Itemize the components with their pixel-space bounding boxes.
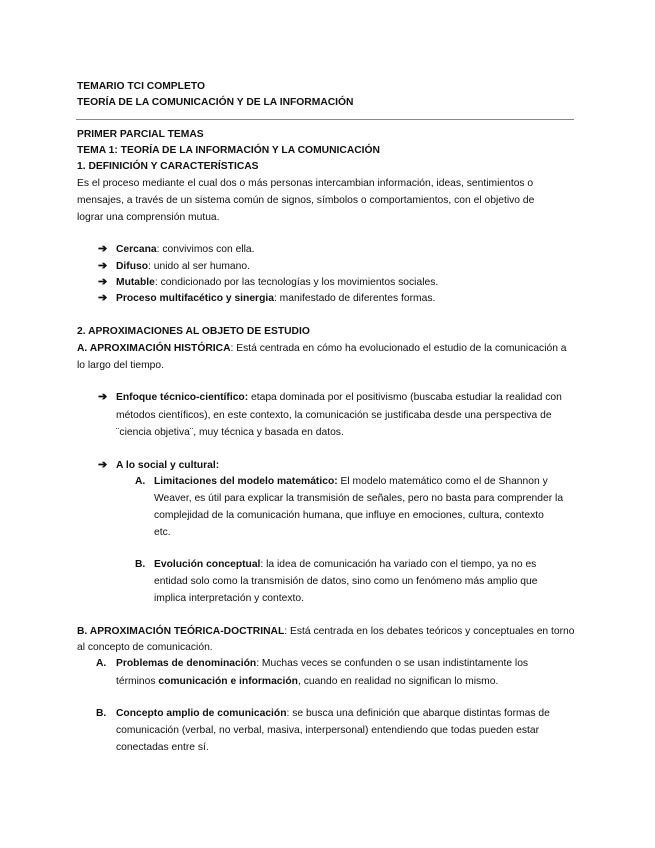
enfoque-text: etapa dominada por el positivismo (buscaba estudiar la realidad con <box>248 392 562 403</box>
sub-b-line-3: implica interpretación y contexto. <box>154 593 304 604</box>
arrow-bullet-icon: ➔ <box>98 276 108 288</box>
sub-b-line-2: entidad solo como la transmisión de datos, sino como un fenómeno más amplio que <box>154 576 538 587</box>
list-item-text: : unido al ser humano. <box>148 261 250 272</box>
sub-a-text: El modelo matemático como el de Shannon y <box>337 476 548 487</box>
list-item-text: : manifestado de diferentes formas. <box>273 293 436 304</box>
definition-heading: 1. DEFINICIÓN Y CARACTERÍSTICAS <box>77 161 259 172</box>
list-item <box>116 260 250 273</box>
doc-a-line2-bold: comunicación e información <box>158 676 298 687</box>
sub-b-term: Evolución conceptual <box>154 559 261 570</box>
list-item-term: Difuso <box>116 261 149 272</box>
list-item-term: Mutable <box>116 277 155 288</box>
sub-b-text: : la idea de comunicación ha variado con el tiempo, ya no es <box>260 559 537 570</box>
tema-heading: TEMA 1: TEORÍA DE LA INFORMACIÓN Y LA COMUNICACIÓN <box>77 145 380 156</box>
list-item <box>116 276 438 289</box>
sub-a-line-3: complejidad de la comunicación humana, que influye en emociones, cultura, contexto <box>154 510 544 521</box>
doc-title: TEMARIO TCI COMPLETO <box>77 81 205 92</box>
sub-a-term: Limitaciones del modelo matemático: <box>154 476 338 487</box>
enfoque-line-3: ¨ciencia objetiva¨, muy técnica y basada en datos. <box>116 427 344 438</box>
doc-a-line2-post: , cuando en realidad no significan lo mismo. <box>297 676 499 687</box>
doc-a-term: Problemas de denominación <box>116 658 257 669</box>
arrow-bullet-icon: ➔ <box>98 243 108 255</box>
approx-b-text: : Está centrada en los debates teóricos y conceptuales en torno <box>284 626 575 637</box>
doc-subtitle: TEORÍA DE LA COMUNICACIÓN Y DE LA INFORMACIÓN <box>77 97 354 108</box>
doc-b-line-2: comunicación (verbal, no verbal, masiva, interpersonal) entendiendo que todas pueden estar <box>116 725 540 736</box>
approx-a-line-2: lo largo del tiempo. <box>77 360 165 371</box>
horizontal-rule <box>76 119 574 120</box>
definition-line-1: Es el proceso mediante el cual dos o más personas intercambian información, ideas, sentimientos o <box>77 178 534 189</box>
doc-a-line2-pre: términos <box>116 676 159 687</box>
doc-a-text: : Muchas veces se confunden o se usan indistintamente los <box>256 658 529 669</box>
arrow-bullet-icon: ➔ <box>98 260 108 272</box>
approx-a-line-1 <box>77 342 567 355</box>
doc-b-line-3: conectadas entre sí. <box>116 742 209 753</box>
sub-a-letter: A. <box>135 476 146 487</box>
sub-a-line-1 <box>154 475 548 488</box>
approx-b-label: B. APROXIMACIÓN TEÓRICA-DOCTRINAL <box>77 626 285 637</box>
list-item <box>116 292 435 305</box>
approx-heading: 2. APROXIMACIONES AL OBJETO DE ESTUDIO <box>77 326 310 337</box>
sub-b-letter: B. <box>135 559 146 570</box>
doc-b-letter: B. <box>96 708 107 719</box>
approx-a-text: : Está centrada en cómo ha evolucionado el estudio de la comunicación a <box>230 343 567 354</box>
sub-a-line-4: etc. <box>154 527 171 538</box>
approx-b-line-1 <box>77 625 574 638</box>
list-item-term: Cercana <box>116 244 157 255</box>
section-title: PRIMER PARCIAL TEMAS <box>77 129 204 140</box>
list-item-text: : condicionado por las tecnologías y los movimientos sociales. <box>154 277 439 288</box>
arrow-bullet-icon: ➔ <box>98 459 108 471</box>
arrow-bullet-icon: ➔ <box>98 391 108 403</box>
list-item-term: Proceso multifacético y sinergia <box>116 293 274 304</box>
doc-b-term: Concepto amplio de comunicación <box>116 708 287 719</box>
social-term: A lo social y cultural: <box>116 460 220 471</box>
doc-a-line-1 <box>116 657 528 670</box>
doc-a-letter: A. <box>96 658 107 669</box>
doc-b-text: : se busca una definición que abarque distintas formas de <box>286 708 550 719</box>
arrow-bullet-icon: ➔ <box>98 292 108 304</box>
definition-line-2: mensajes, a través de un sistema común de signos, símbolos o comportamientos, con el objetivo de <box>77 195 535 206</box>
definition-line-3: lograr una comprensión mutua. <box>77 212 220 223</box>
list-item <box>116 243 255 256</box>
enfoque-line-1 <box>116 391 562 404</box>
doc-b-line-1 <box>116 707 550 720</box>
sub-a-line-2: Weaver, es útil para explicar la transmisión de señales, pero no basta para comprender la <box>154 493 564 504</box>
approx-b-line-2: al concepto de comunicación. <box>77 642 213 653</box>
list-item-text: : convivimos con ella. <box>156 244 255 255</box>
sub-b-line-1 <box>154 558 536 571</box>
enfoque-term: Enfoque técnico-científico: <box>116 392 249 403</box>
enfoque-line-2: métodos científicos), en este contexto, la comunicación se justificaba desde una perspectiva de <box>116 410 552 421</box>
doc-a-line-2 <box>116 675 498 688</box>
approx-a-label: A. APROXIMACIÓN HISTÓRICA <box>77 343 231 354</box>
